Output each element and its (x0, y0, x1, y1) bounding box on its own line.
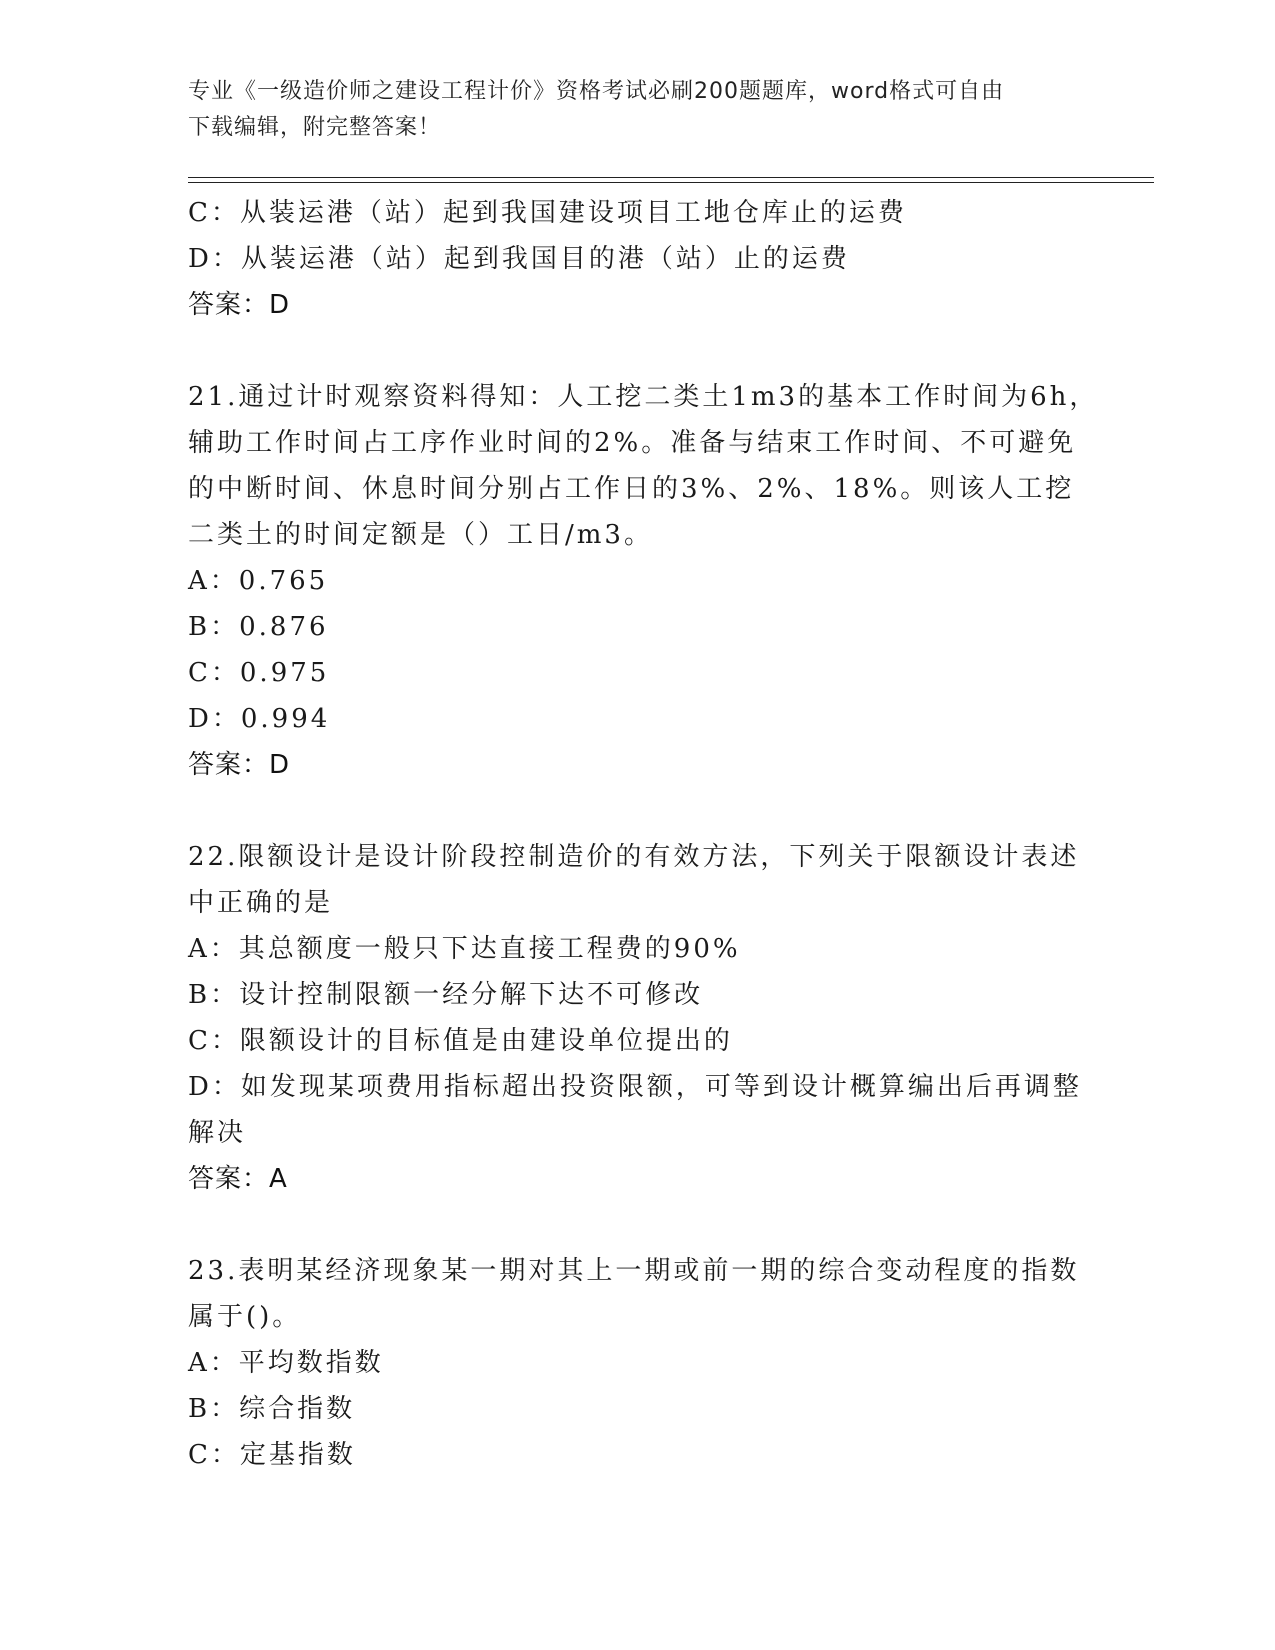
header-divider-bottom (188, 182, 1154, 183)
option-c: C：0.975 (188, 658, 330, 688)
header-line-2: 下载编辑，附完整答案！ (188, 115, 442, 140)
spacer (188, 1202, 1088, 1248)
question-stem-line: 的中断时间、休息时间分别占工作日的3%、2%、18%。则该人工挖 (188, 474, 1075, 504)
answer-line: 答案：A (188, 1164, 288, 1194)
spacer (188, 328, 1088, 374)
question-22 (188, 834, 1088, 1202)
option-a: A：平均数指数 (188, 1348, 384, 1378)
question-content (188, 190, 1099, 1478)
option-a: A：其总额度一般只下达直接工程费的90% (188, 934, 741, 964)
previous-question-tail (188, 190, 1088, 328)
answer-line: 答案：D (188, 750, 291, 780)
question-21 (188, 374, 1099, 788)
option-d: D：如发现某项费用指标超出投资限额，可等到设计概算编出后再调整 (188, 1072, 1082, 1102)
option-c: C：从装运港（站）起到我国建设项目工地仓库止的运费 (188, 198, 907, 228)
header-line-1: 专业《一级造价师之建设工程计价》资格考试必刷200题题库，word格式可自由 (188, 79, 1005, 104)
document-header (188, 74, 1068, 146)
question-stem-line: 中正确的是 (188, 888, 334, 918)
option-b: B：0.876 (188, 612, 329, 642)
answer-line: 答案：D (188, 290, 291, 320)
option-c: C：定基指数 (188, 1440, 356, 1470)
question-stem-line: 辅助工作时间占工序作业时间的2%。准备与结束工作时间、不可避免 (188, 428, 1077, 458)
spacer (188, 788, 1088, 834)
question-23 (188, 1248, 1088, 1478)
option-b: B：综合指数 (188, 1394, 356, 1424)
header-divider-top (188, 177, 1154, 178)
question-stem-line: 23.表明某经济现象某一期对其上一期或前一期的综合变动程度的指数 (188, 1256, 1080, 1286)
option-c: C：限额设计的目标值是由建设单位提出的 (188, 1026, 733, 1056)
question-stem-line: 22.限额设计是设计阶段控制造价的有效方法，下列关于限额设计表述 (188, 842, 1080, 872)
option-d-continuation: 解决 (188, 1118, 247, 1148)
question-stem-line: 二类土的时间定额是（）工日/m3。 (188, 520, 653, 550)
option-d: D：从装运港（站）起到我国目的港（站）止的运费 (188, 244, 850, 274)
option-a: A：0.765 (188, 566, 329, 596)
option-b: B：设计控制限额一经分解下达不可修改 (188, 980, 704, 1010)
question-stem-line: 属于()。 (188, 1302, 302, 1332)
question-stem-line: 21.通过计时观察资料得知：人工挖二类土1m3的基本工作时间为6h， (188, 382, 1099, 412)
option-d: D：0.994 (188, 704, 331, 734)
